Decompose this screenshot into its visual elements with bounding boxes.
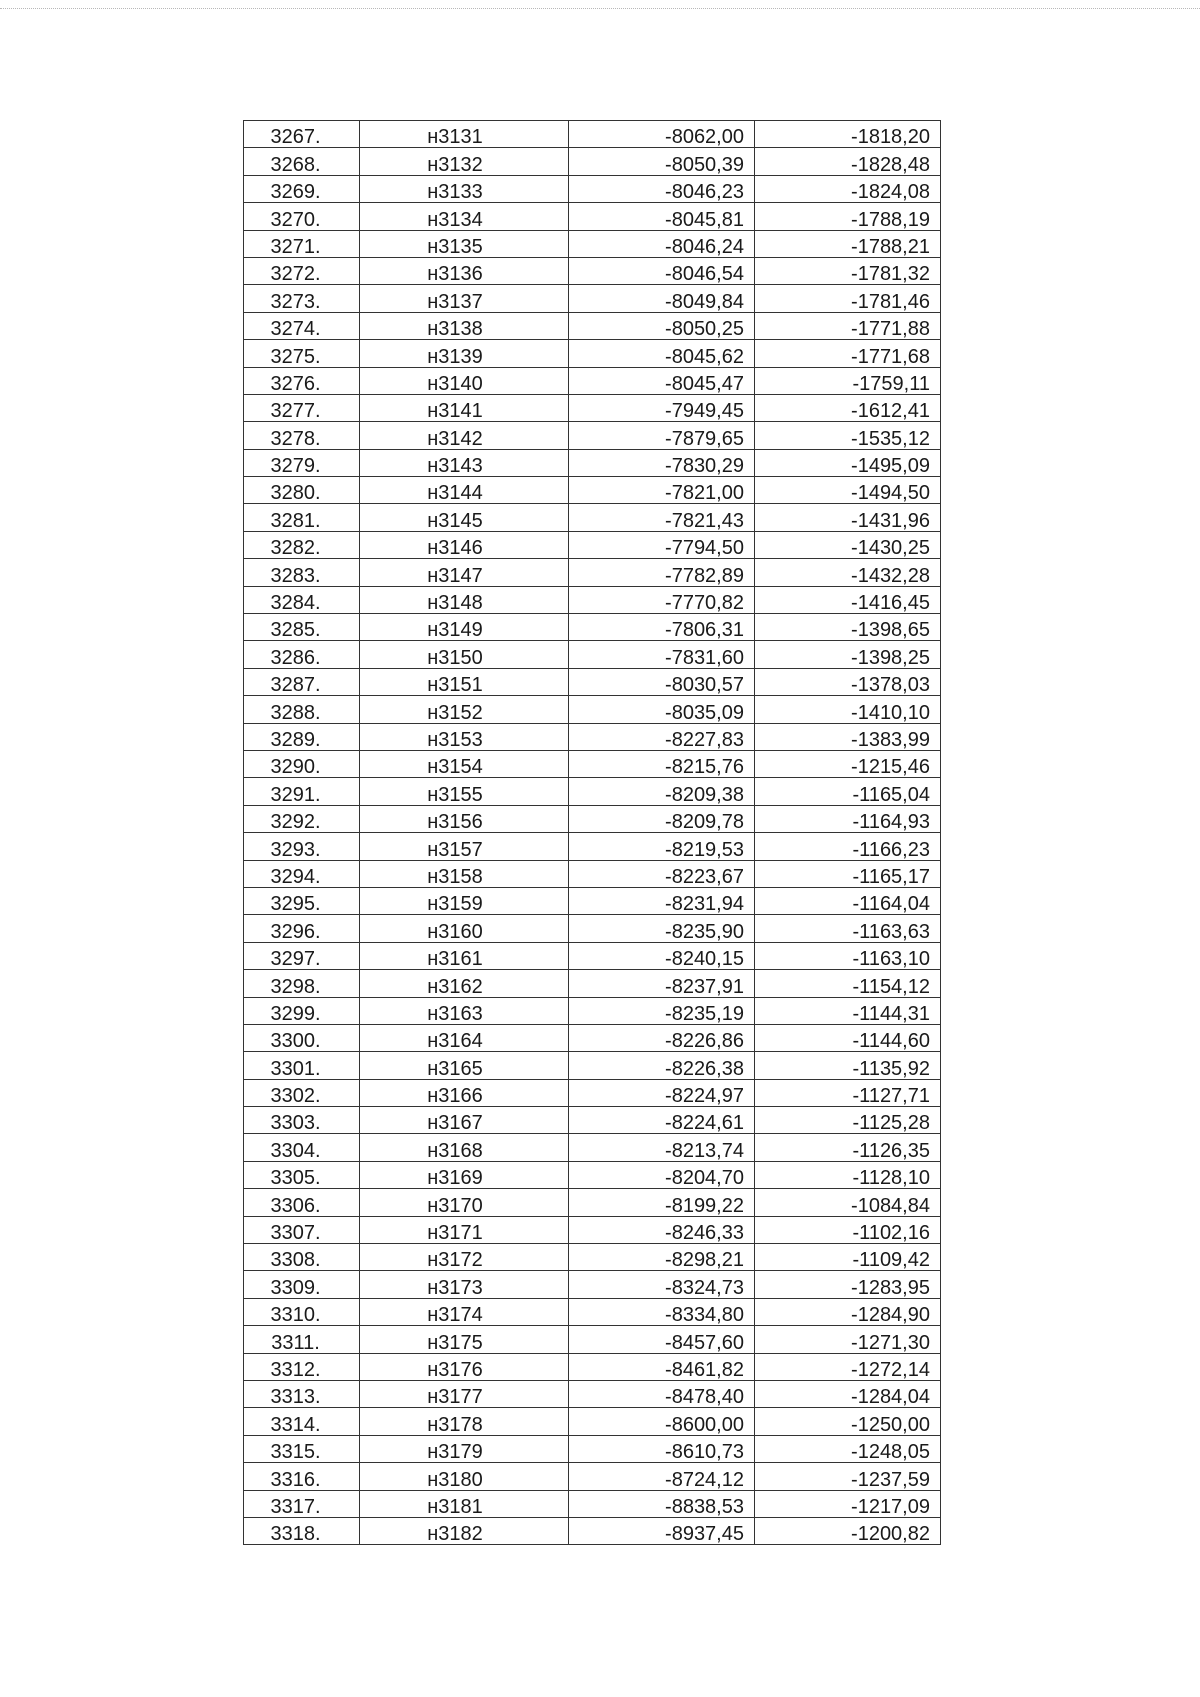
- coordinates-table-body: [244, 121, 941, 1545]
- row-number-cell: 3289.: [244, 723, 360, 750]
- y-coordinate-cell: -1495,09: [755, 449, 941, 476]
- y-coordinate-cell: -1431,96: [755, 504, 941, 531]
- x-coordinate-cell: -7830,29: [569, 449, 755, 476]
- point-code-cell: н3157: [360, 833, 569, 860]
- row-number-cell: 3310.: [244, 1298, 360, 1325]
- y-coordinate-cell: -1109,42: [755, 1244, 941, 1271]
- x-coordinate-cell: -8235,19: [569, 997, 755, 1024]
- row-number-cell: 3284.: [244, 586, 360, 613]
- row-number-cell: 3297.: [244, 942, 360, 969]
- table-row: [244, 668, 941, 695]
- row-number-cell: 3280.: [244, 477, 360, 504]
- x-coordinate-cell: -8461,82: [569, 1353, 755, 1380]
- x-coordinate-cell: -8235,90: [569, 915, 755, 942]
- table-row: [244, 1326, 941, 1353]
- x-coordinate-cell: -8046,24: [569, 230, 755, 257]
- x-coordinate-cell: -8030,57: [569, 668, 755, 695]
- y-coordinate-cell: -1084,84: [755, 1189, 941, 1216]
- x-coordinate-cell: -8226,38: [569, 1052, 755, 1079]
- row-number-cell: 3281.: [244, 504, 360, 531]
- x-coordinate-cell: -8209,78: [569, 805, 755, 832]
- x-coordinate-cell: -8838,53: [569, 1490, 755, 1517]
- x-coordinate-cell: -8050,39: [569, 148, 755, 175]
- row-number-cell: 3288.: [244, 696, 360, 723]
- table-row: [244, 1052, 941, 1079]
- point-code-cell: н3134: [360, 203, 569, 230]
- table-row: [244, 641, 941, 668]
- y-coordinate-cell: -1164,93: [755, 805, 941, 832]
- scan-edge-line: [0, 8, 1200, 9]
- y-coordinate-cell: -1217,09: [755, 1490, 941, 1517]
- row-number-cell: 3275.: [244, 340, 360, 367]
- x-coordinate-cell: -8050,25: [569, 312, 755, 339]
- row-number-cell: 3307.: [244, 1216, 360, 1243]
- row-number-cell: 3317.: [244, 1490, 360, 1517]
- row-number-cell: 3293.: [244, 833, 360, 860]
- x-coordinate-cell: -8600,00: [569, 1408, 755, 1435]
- point-code-cell: н3151: [360, 668, 569, 695]
- point-code-cell: н3139: [360, 340, 569, 367]
- y-coordinate-cell: -1824,08: [755, 175, 941, 202]
- x-coordinate-cell: -7770,82: [569, 586, 755, 613]
- row-number-cell: 3279.: [244, 449, 360, 476]
- table-row: [244, 1024, 941, 1051]
- row-number-cell: 3304.: [244, 1134, 360, 1161]
- x-coordinate-cell: -8049,84: [569, 285, 755, 312]
- table-row: [244, 1435, 941, 1462]
- x-coordinate-cell: -7821,43: [569, 504, 755, 531]
- table-row: [244, 531, 941, 558]
- point-code-cell: н3171: [360, 1216, 569, 1243]
- point-code-cell: н3136: [360, 257, 569, 284]
- y-coordinate-cell: -1612,41: [755, 394, 941, 421]
- y-coordinate-cell: -1165,17: [755, 860, 941, 887]
- point-code-cell: н3144: [360, 477, 569, 504]
- point-code-cell: н3180: [360, 1463, 569, 1490]
- x-coordinate-cell: -8204,70: [569, 1161, 755, 1188]
- y-coordinate-cell: -1410,10: [755, 696, 941, 723]
- point-code-cell: н3181: [360, 1490, 569, 1517]
- point-code-cell: н3165: [360, 1052, 569, 1079]
- y-coordinate-cell: -1128,10: [755, 1161, 941, 1188]
- y-coordinate-cell: -1250,00: [755, 1408, 941, 1435]
- row-number-cell: 3299.: [244, 997, 360, 1024]
- table-row: [244, 614, 941, 641]
- table-row: [244, 696, 941, 723]
- row-number-cell: 3296.: [244, 915, 360, 942]
- row-number-cell: 3305.: [244, 1161, 360, 1188]
- point-code-cell: н3170: [360, 1189, 569, 1216]
- y-coordinate-cell: -1284,90: [755, 1298, 941, 1325]
- table-row: [244, 997, 941, 1024]
- y-coordinate-cell: -1788,19: [755, 203, 941, 230]
- row-number-cell: 3287.: [244, 668, 360, 695]
- x-coordinate-cell: -8199,22: [569, 1189, 755, 1216]
- y-coordinate-cell: -1166,23: [755, 833, 941, 860]
- x-coordinate-cell: -7831,60: [569, 641, 755, 668]
- row-number-cell: 3292.: [244, 805, 360, 832]
- row-number-cell: 3298.: [244, 970, 360, 997]
- y-coordinate-cell: -1430,25: [755, 531, 941, 558]
- point-code-cell: н3169: [360, 1161, 569, 1188]
- point-code-cell: н3141: [360, 394, 569, 421]
- y-coordinate-cell: -1398,65: [755, 614, 941, 641]
- point-code-cell: н3160: [360, 915, 569, 942]
- row-number-cell: 3308.: [244, 1244, 360, 1271]
- row-number-cell: 3318.: [244, 1517, 360, 1544]
- y-coordinate-cell: -1125,28: [755, 1107, 941, 1134]
- row-number-cell: 3277.: [244, 394, 360, 421]
- point-code-cell: н3147: [360, 559, 569, 586]
- x-coordinate-cell: -8724,12: [569, 1463, 755, 1490]
- x-coordinate-cell: -8298,21: [569, 1244, 755, 1271]
- row-number-cell: 3274.: [244, 312, 360, 339]
- coordinates-table: [243, 120, 941, 1545]
- row-number-cell: 3306.: [244, 1189, 360, 1216]
- x-coordinate-cell: -7806,31: [569, 614, 755, 641]
- x-coordinate-cell: -8062,00: [569, 121, 755, 148]
- x-coordinate-cell: -7794,50: [569, 531, 755, 558]
- y-coordinate-cell: -1271,30: [755, 1326, 941, 1353]
- y-coordinate-cell: -1126,35: [755, 1134, 941, 1161]
- x-coordinate-cell: -8213,74: [569, 1134, 755, 1161]
- x-coordinate-cell: -8457,60: [569, 1326, 755, 1353]
- table-row: [244, 340, 941, 367]
- row-number-cell: 3316.: [244, 1463, 360, 1490]
- point-code-cell: н3137: [360, 285, 569, 312]
- x-coordinate-cell: -8478,40: [569, 1380, 755, 1407]
- table-row: [244, 394, 941, 421]
- point-code-cell: н3148: [360, 586, 569, 613]
- table-row: [244, 586, 941, 613]
- row-number-cell: 3267.: [244, 121, 360, 148]
- table-row: [244, 175, 941, 202]
- x-coordinate-cell: -8046,54: [569, 257, 755, 284]
- row-number-cell: 3276.: [244, 367, 360, 394]
- point-code-cell: н3175: [360, 1326, 569, 1353]
- row-number-cell: 3269.: [244, 175, 360, 202]
- x-coordinate-cell: -8045,62: [569, 340, 755, 367]
- point-code-cell: н3163: [360, 997, 569, 1024]
- table-row: [244, 1134, 941, 1161]
- row-number-cell: 3300.: [244, 1024, 360, 1051]
- table-row: [244, 1463, 941, 1490]
- table-row: [244, 504, 941, 531]
- x-coordinate-cell: -8045,47: [569, 367, 755, 394]
- y-coordinate-cell: -1163,10: [755, 942, 941, 969]
- row-number-cell: 3282.: [244, 531, 360, 558]
- y-coordinate-cell: -1215,46: [755, 750, 941, 777]
- y-coordinate-cell: -1284,04: [755, 1380, 941, 1407]
- x-coordinate-cell: -8246,33: [569, 1216, 755, 1243]
- x-coordinate-cell: -8224,61: [569, 1107, 755, 1134]
- point-code-cell: н3154: [360, 750, 569, 777]
- x-coordinate-cell: -8226,86: [569, 1024, 755, 1051]
- x-coordinate-cell: -8231,94: [569, 887, 755, 914]
- table-row: [244, 778, 941, 805]
- table-row: [244, 915, 941, 942]
- table-row: [244, 230, 941, 257]
- y-coordinate-cell: -1535,12: [755, 422, 941, 449]
- point-code-cell: н3143: [360, 449, 569, 476]
- y-coordinate-cell: -1248,05: [755, 1435, 941, 1462]
- table-row: [244, 833, 941, 860]
- x-coordinate-cell: -8223,67: [569, 860, 755, 887]
- table-row: [244, 723, 941, 750]
- row-number-cell: 3315.: [244, 1435, 360, 1462]
- table-row: [244, 422, 941, 449]
- y-coordinate-cell: -1828,48: [755, 148, 941, 175]
- row-number-cell: 3285.: [244, 614, 360, 641]
- point-code-cell: н3135: [360, 230, 569, 257]
- table-row: [244, 1298, 941, 1325]
- table-row: [244, 559, 941, 586]
- y-coordinate-cell: -1127,71: [755, 1079, 941, 1106]
- row-number-cell: 3312.: [244, 1353, 360, 1380]
- y-coordinate-cell: -1200,82: [755, 1517, 941, 1544]
- table-row: [244, 942, 941, 969]
- x-coordinate-cell: -8209,38: [569, 778, 755, 805]
- point-code-cell: н3176: [360, 1353, 569, 1380]
- point-code-cell: н3168: [360, 1134, 569, 1161]
- point-code-cell: н3140: [360, 367, 569, 394]
- point-code-cell: н3152: [360, 696, 569, 723]
- table-row: [244, 257, 941, 284]
- x-coordinate-cell: -7879,65: [569, 422, 755, 449]
- y-coordinate-cell: -1272,14: [755, 1353, 941, 1380]
- y-coordinate-cell: -1788,21: [755, 230, 941, 257]
- point-code-cell: н3155: [360, 778, 569, 805]
- point-code-cell: н3177: [360, 1380, 569, 1407]
- table-row: [244, 887, 941, 914]
- y-coordinate-cell: -1144,60: [755, 1024, 941, 1051]
- table-row: [244, 1107, 941, 1134]
- table-row: [244, 1408, 941, 1435]
- table-row: [244, 805, 941, 832]
- table-row: [244, 1161, 941, 1188]
- point-code-cell: н3131: [360, 121, 569, 148]
- x-coordinate-cell: -8215,76: [569, 750, 755, 777]
- x-coordinate-cell: -8237,91: [569, 970, 755, 997]
- point-code-cell: н3150: [360, 641, 569, 668]
- y-coordinate-cell: -1383,99: [755, 723, 941, 750]
- point-code-cell: н3153: [360, 723, 569, 750]
- table-row: [244, 1353, 941, 1380]
- x-coordinate-cell: -8035,09: [569, 696, 755, 723]
- table-row: [244, 1079, 941, 1106]
- table-row: [244, 750, 941, 777]
- x-coordinate-cell: -8046,23: [569, 175, 755, 202]
- table-row: [244, 1490, 941, 1517]
- point-code-cell: н3158: [360, 860, 569, 887]
- point-code-cell: н3159: [360, 887, 569, 914]
- table-row: [244, 449, 941, 476]
- point-code-cell: н3173: [360, 1271, 569, 1298]
- table-row: [244, 367, 941, 394]
- table-row: [244, 312, 941, 339]
- x-coordinate-cell: -8045,81: [569, 203, 755, 230]
- y-coordinate-cell: -1398,25: [755, 641, 941, 668]
- table-row: [244, 203, 941, 230]
- y-coordinate-cell: -1818,20: [755, 121, 941, 148]
- x-coordinate-cell: -7782,89: [569, 559, 755, 586]
- table-row: [244, 285, 941, 312]
- x-coordinate-cell: -8937,45: [569, 1517, 755, 1544]
- table-row: [244, 860, 941, 887]
- point-code-cell: н3146: [360, 531, 569, 558]
- table-row: [244, 121, 941, 148]
- table-row: [244, 1517, 941, 1544]
- point-code-cell: н3161: [360, 942, 569, 969]
- table-row: [244, 1271, 941, 1298]
- point-code-cell: н3132: [360, 148, 569, 175]
- row-number-cell: 3268.: [244, 148, 360, 175]
- row-number-cell: 3286.: [244, 641, 360, 668]
- point-code-cell: н3178: [360, 1408, 569, 1435]
- y-coordinate-cell: -1165,04: [755, 778, 941, 805]
- row-number-cell: 3303.: [244, 1107, 360, 1134]
- point-code-cell: н3138: [360, 312, 569, 339]
- x-coordinate-cell: -8227,83: [569, 723, 755, 750]
- row-number-cell: 3272.: [244, 257, 360, 284]
- y-coordinate-cell: -1494,50: [755, 477, 941, 504]
- point-code-cell: н3164: [360, 1024, 569, 1051]
- row-number-cell: 3294.: [244, 860, 360, 887]
- x-coordinate-cell: -7949,45: [569, 394, 755, 421]
- y-coordinate-cell: -1154,12: [755, 970, 941, 997]
- x-coordinate-cell: -8610,73: [569, 1435, 755, 1462]
- y-coordinate-cell: -1781,32: [755, 257, 941, 284]
- row-number-cell: 3309.: [244, 1271, 360, 1298]
- row-number-cell: 3302.: [244, 1079, 360, 1106]
- y-coordinate-cell: -1416,45: [755, 586, 941, 613]
- y-coordinate-cell: -1102,16: [755, 1216, 941, 1243]
- x-coordinate-cell: -8334,80: [569, 1298, 755, 1325]
- table-row: [244, 1216, 941, 1243]
- row-number-cell: 3271.: [244, 230, 360, 257]
- x-coordinate-cell: -8324,73: [569, 1271, 755, 1298]
- table-row: [244, 970, 941, 997]
- row-number-cell: 3291.: [244, 778, 360, 805]
- y-coordinate-cell: -1237,59: [755, 1463, 941, 1490]
- row-number-cell: 3314.: [244, 1408, 360, 1435]
- point-code-cell: н3142: [360, 422, 569, 449]
- y-coordinate-cell: -1771,68: [755, 340, 941, 367]
- row-number-cell: 3295.: [244, 887, 360, 914]
- y-coordinate-cell: -1759,11: [755, 367, 941, 394]
- y-coordinate-cell: -1283,95: [755, 1271, 941, 1298]
- table-row: [244, 148, 941, 175]
- x-coordinate-cell: -7821,00: [569, 477, 755, 504]
- table-row: [244, 1244, 941, 1271]
- x-coordinate-cell: -8240,15: [569, 942, 755, 969]
- row-number-cell: 3301.: [244, 1052, 360, 1079]
- point-code-cell: н3166: [360, 1079, 569, 1106]
- point-code-cell: н3145: [360, 504, 569, 531]
- point-code-cell: н3179: [360, 1435, 569, 1462]
- table-row: [244, 477, 941, 504]
- x-coordinate-cell: -8224,97: [569, 1079, 755, 1106]
- y-coordinate-cell: -1781,46: [755, 285, 941, 312]
- row-number-cell: 3278.: [244, 422, 360, 449]
- y-coordinate-cell: -1144,31: [755, 997, 941, 1024]
- point-code-cell: н3149: [360, 614, 569, 641]
- point-code-cell: н3172: [360, 1244, 569, 1271]
- table-row: [244, 1189, 941, 1216]
- point-code-cell: н3156: [360, 805, 569, 832]
- table-row: [244, 1380, 941, 1407]
- x-coordinate-cell: -8219,53: [569, 833, 755, 860]
- point-code-cell: н3174: [360, 1298, 569, 1325]
- y-coordinate-cell: -1771,88: [755, 312, 941, 339]
- point-code-cell: н3167: [360, 1107, 569, 1134]
- y-coordinate-cell: -1163,63: [755, 915, 941, 942]
- row-number-cell: 3290.: [244, 750, 360, 777]
- y-coordinate-cell: -1135,92: [755, 1052, 941, 1079]
- y-coordinate-cell: -1378,03: [755, 668, 941, 695]
- row-number-cell: 3270.: [244, 203, 360, 230]
- row-number-cell: 3273.: [244, 285, 360, 312]
- y-coordinate-cell: -1164,04: [755, 887, 941, 914]
- point-code-cell: н3162: [360, 970, 569, 997]
- row-number-cell: 3313.: [244, 1380, 360, 1407]
- point-code-cell: н3133: [360, 175, 569, 202]
- row-number-cell: 3311.: [244, 1326, 360, 1353]
- point-code-cell: н3182: [360, 1517, 569, 1544]
- y-coordinate-cell: -1432,28: [755, 559, 941, 586]
- row-number-cell: 3283.: [244, 559, 360, 586]
